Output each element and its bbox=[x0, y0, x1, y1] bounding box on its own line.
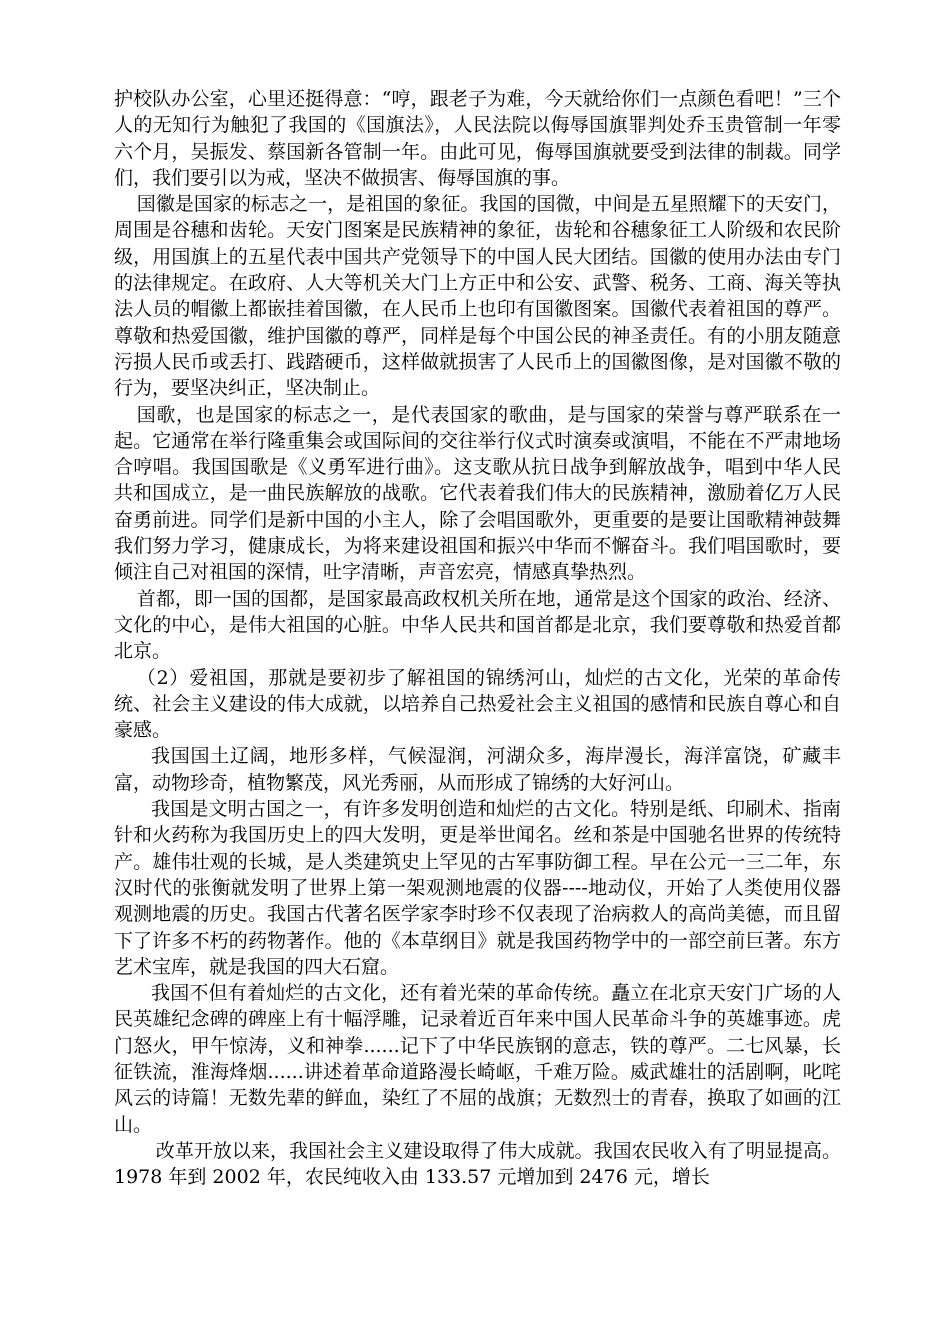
paragraph-section-2-love-motherland: （2）爱祖国，那就是要初步了解祖国的锦绣河山，灿烂的古文化，光荣的革命传统、社会主义建设的伟大成就，以培养自己热爱社会主义祖国的感情和民族自尊心和自豪感。 bbox=[114, 666, 841, 742]
paragraph-revolutionary-tradition: 我国不但有着灿烂的古文化，还有着光荣的革命传统。矗立在北京天安门广场的人民英雄纪念碑的碑座上有十幅浮雕，记录着近百年来中国人民革命斗争的英雄事迹。虎门怒火，甲午惊涛，义和神拳......记下了中华民族钢的意志，铁的尊严。二七风暴，长征铁流，淮海烽烟......讲述着革命道路漫长崎岖，千难万险。威武雄壮的活剧啊，叱咤风云的诗篇！无数先辈的鲜血，染红了不屈的战旗；无数烈士的青春，换取了如画的江山。 bbox=[114, 982, 841, 1136]
paragraph-national-emblem: 国徽是国家的标志之一，是祖国的象征。我国的国微，中间是五星照耀下的天安门，周围是谷穗和齿轮。天安门图案是民族精神的象征，齿轮和谷穗象征工人阶级和农民阶级，用国旗上的五星代表中国共产党领导下的中国人民大团结。国徽的使用办法由专门的法律规定。在政府、人大等机关大门上方正中和公安、武警、税务、工商、海关等执法人员的帽徽上都嵌挂着国徽，在人民币上也印有国徽图案。国徽代表着祖国的尊严。尊敬和热爱国徽，维护国徽的尊严，同样是每个中国公民的神圣责任。有的小朋友随意污损人民币或丢打、践踏硬币，这样做就损害了人民币上的国徽图像，是对国徽不敬的行为，要坚决纠正，坚决制止。 bbox=[114, 193, 841, 400]
document-page bbox=[114, 86, 841, 1190]
paragraph-ancient-culture: 我国是文明古国之一，有许多发明创造和灿烂的古文化。特别是纸、印刷术、指南针和火药称为我国历史上的四大发明，更是举世闻名。丝和茶是中国驰名世界的传统特产。雄伟壮观的长城，是人类建筑史上罕见的古军事防御工程。早在公元一三二年，东汉时代的张衡就发明了世界上第一架观测地震的仪器----地动仪，开始了人类使用仪器观测地震的历史。我国古代著名医学家李时珍不仅表现了治病救人的高尚美德，而且留下了许多不朽的药物著作。他的《本草纲目》就是我国药物学中的一部空前巨著。东方艺术宝库，就是我国的四大石窟。 bbox=[114, 798, 841, 978]
paragraph-reform-achievements: 改革开放以来，我国社会主义建设取得了伟大成就。我国农民收入有了明显提高。1978 年到 2002 年，农民纯收入由 133.57 元增加到 2476 元，增长 bbox=[114, 1139, 841, 1189]
paragraph-national-anthem: 国歌，也是国家的标志之一，是代表国家的歌曲，是与国家的荣誉与尊严联系在一起。它通常在举行隆重集会或国际间的交往举行仪式时演奏或演唱，不能在不严肃地场合哼唱。我国国歌是《义勇军进行曲》。这支歌从抗日战争到解放战争，唱到中华人民共和国成立，是一曲民族解放的战歌。它代表着我们伟大的民族精神，激励着亿万人民奋勇前进。同学们是新中国的小主人，除了会唱国歌外，更重要的是要让国歌精神鼓舞我们努力学习，健康成长，为将来建设祖国和振兴中华而不懈奋斗。我们唱国歌时，要倾注自己对祖国的深情，吐字清晰，声音宏亮，情感真挚热烈。 bbox=[114, 403, 841, 584]
paragraph-capital: 首都，即一国的国都，是国家最高政权机关所在地，通常是这个国家的政治、经济、文化的中心，是伟大祖国的心脏。中华人民共和国首都是北京，我们要尊敬和热爱首都北京。 bbox=[114, 587, 841, 663]
paragraph-flag-law-case: 护校队办公室，心里还挺得意：“哼，跟老子为难，今天就给你们一点颜色看吧！”三个人的无知行为触犯了我国的《国旗法》，人民法院以侮辱国旗罪判处乔玉贵管制一年零六个月，吴振发、蔡国新各管制一年。由此可见，侮辱国旗就要受到法律的制裁。同学们，我们要引以为戒，坚决不做损害、侮辱国旗的事。 bbox=[114, 88, 841, 189]
paragraph-territory: 我国国土辽阔，地形多样，气候湿润，河湖众多，海岸漫长，海洋富饶，矿藏丰富，动物珍奇，植物繁茂，风光秀丽，从而形成了锦绣的大好河山。 bbox=[114, 745, 841, 794]
